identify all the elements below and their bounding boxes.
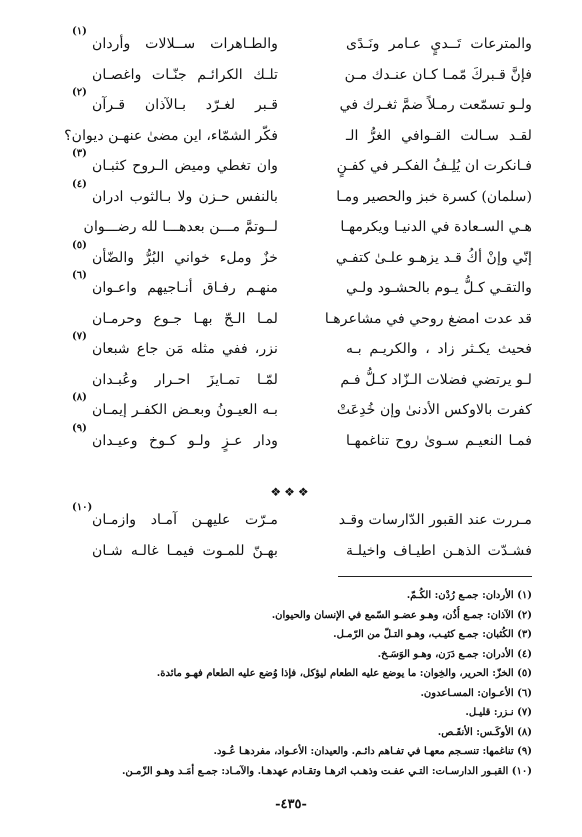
verse-first-hemistich: فحيث يكـثر زاد ، والكريـم بـه — [346, 341, 532, 357]
verse-first-hemistich: فشـدّت الذهـن اطيـاف واخيلـة — [346, 542, 532, 559]
section-separator: ❖❖❖ — [270, 485, 312, 499]
footnote-item: (١) الأردان: جمـع رُدْن: الكُـمّ. — [406, 590, 532, 601]
verse-second-hemistich: خزٌ وملء خواني البُرُّ والضّأن — [92, 249, 278, 266]
verse-first-hemistich: مـررت عند القبور الدّارسات وقـد — [338, 512, 532, 528]
verse-line — [72, 392, 532, 429]
verse-second-hemistich: فكّر الشمّاء، اين مضىٰ عنهـن ديوان؟ — [64, 127, 278, 144]
verse-line — [72, 148, 532, 185]
footnote-marker: (٦) — [72, 270, 87, 281]
verse-second-hemistich: لــوتمَّ مـــن بعدهـــا لله رضـــوان — [83, 219, 278, 235]
verse-second-hemistich: لمـا الـحّ بهـا جـوع وحرمـان — [92, 310, 278, 327]
footnote-item: (٦) الأعـوان: المسـاعدون. — [420, 687, 532, 699]
verse-first-hemistich: فإنَّ قـبركَ مّمـا كـان عنـدك مـن — [344, 66, 532, 83]
page-number: -٤٣٥- — [275, 797, 307, 812]
verse-line — [72, 87, 532, 124]
verse-second-hemistich: نزر، ففي مثله مَن جاع شبعان — [92, 341, 278, 357]
verse-line — [72, 331, 532, 368]
verse-second-hemistich: ودار عـزٍ ولـو كـوخ وعيـدان — [92, 432, 278, 449]
verse-first-hemistich: قد عدت امضغ روحي في مشاعرهـا — [324, 310, 532, 327]
verse-second-hemistich: وان تغطي وميض الـروح كثبـان — [92, 158, 278, 174]
verse-line — [72, 270, 532, 307]
verse-line — [72, 26, 532, 63]
verse-line — [72, 422, 532, 460]
footnote-item: (٩) تناغمها: تنسـجم معهـا في تفـاهم دائـم. والعيدان: الأعـواد، مفردهـا عُـود. — [213, 746, 532, 757]
footnote-marker: (٥) — [72, 239, 87, 251]
verse-second-hemistich: تلـك الكرائـم جنّـات واغصـان — [92, 66, 278, 83]
footnote-item: (١٠) القبـور الدارسـات: التـي عفـت وذهـب اثرهـا وتقـادم عهدهـا. والآمـاد: جمـع أمَـد وهـو الزّمـن. — [121, 765, 532, 777]
verse-first-hemistich: إنّي وإنْ أكُ قـد يزهـو علـىٰ كتفـي — [335, 249, 532, 266]
verse-first-hemistich: والتقـي كـلُّ يـوم بالحشـود ولـي — [346, 280, 532, 296]
verse-second-hemistich: بهـنّ للمـوت فيمـا غالـه شـان — [92, 542, 278, 559]
footnote-item: (٤) الأدران: جمـع دَرَن، وهـو الوَسَـخ. — [377, 648, 532, 660]
verse-first-hemistich: (سلمان) كسرة خبز والحصير ومـا — [336, 188, 532, 205]
verse-second-hemistich: بالنفس حـزن ولا بـالثوب ادران — [92, 188, 278, 205]
verse-second-hemistich: قـبر لغـرّد بـالآذان قـرآن — [92, 97, 278, 113]
verse-line — [83, 215, 532, 246]
footnotes — [60, 586, 532, 781]
verse-first-hemistich: كفرت بالاوكس الأدنىٰ وإن خُدِعَتْ — [336, 402, 532, 418]
footnote-marker: (٩) — [72, 422, 87, 434]
verse-first-hemistich: ولـو تسمّعت رمـلاً ضمَّ ثغـرك في — [339, 97, 532, 113]
verse-first-hemistich: لـو يرتضي فضلات الـزّاد كـلُّ فـم — [340, 371, 532, 388]
verse-line — [92, 368, 532, 399]
verse-line — [92, 539, 532, 570]
footnote-marker: (١) — [72, 26, 87, 37]
verse-line — [92, 63, 532, 94]
verse-line — [72, 178, 532, 216]
verse-first-hemistich: والمترعات تَــديٍ عـامر ونَـدًى — [346, 36, 532, 52]
footnote-item: (٧) نـزر: قليـل. — [465, 707, 532, 718]
footnote-marker: (٧) — [72, 331, 87, 342]
footnote-item: (٨) الأوكَـس: الأنقَـص. — [437, 726, 532, 738]
verse-second-hemistich: بـه العيـونُ وبعـض الكفـر إيمـان — [92, 402, 278, 418]
verse-first-hemistich: فمـا النعيـم سـوىٰ روح تناغمهـا — [346, 432, 532, 449]
footnote-marker: (٨) — [72, 392, 87, 403]
footnote-item: (٢) الآذان: جمـع أُذُن، وهـو عضـو السّمع في الإنسان والحيوان. — [271, 609, 532, 621]
verse-first-hemistich: لقـد سـالت القـوافي الغرُّ الـ — [346, 127, 532, 144]
verse-line — [72, 502, 532, 539]
footnote-marker: (٤) — [72, 178, 87, 190]
poem-section-second — [72, 502, 532, 569]
verse-first-hemistich: هـي السـعادة في الدنيـا ويكرمهـا — [340, 219, 532, 235]
poem-section — [64, 26, 532, 459]
verse-second-hemistich: مـرّت عليهـن آمـاد وازمـان — [92, 512, 278, 528]
verse-first-hemistich: فـانكرت ان يُلِـفُ الفكـر في كفـنٍ — [336, 158, 532, 174]
verse-line — [92, 307, 532, 338]
verse-second-hemistich: منهـم رفـاق أنـاجيهم واعـوان — [92, 280, 278, 296]
verse-second-hemistich: لمّـا تمـايزَ احـرار وعُبـدان — [92, 371, 278, 388]
footnote-rule — [338, 576, 532, 577]
footnote-item: (٥) الخزّ: الحرير، والخِوان: ما يوضع عليه الطعام ليؤكل، فإذا وُضع عليه الطعام فهـو مائدة. — [156, 668, 532, 679]
footnote-marker: (١٠) — [72, 502, 93, 513]
footnote-item: (٣) الكُثبان: جمـع كثيـب، وهـو التـلّ من الرّمـل. — [333, 629, 532, 640]
footnote-marker: (٢) — [72, 87, 87, 98]
footnote-marker: (٣) — [72, 148, 87, 159]
verse-line — [72, 239, 532, 277]
verse-line — [64, 124, 532, 155]
verse-second-hemistich: والطـاهرات ســلالات وأردان — [92, 36, 278, 52]
